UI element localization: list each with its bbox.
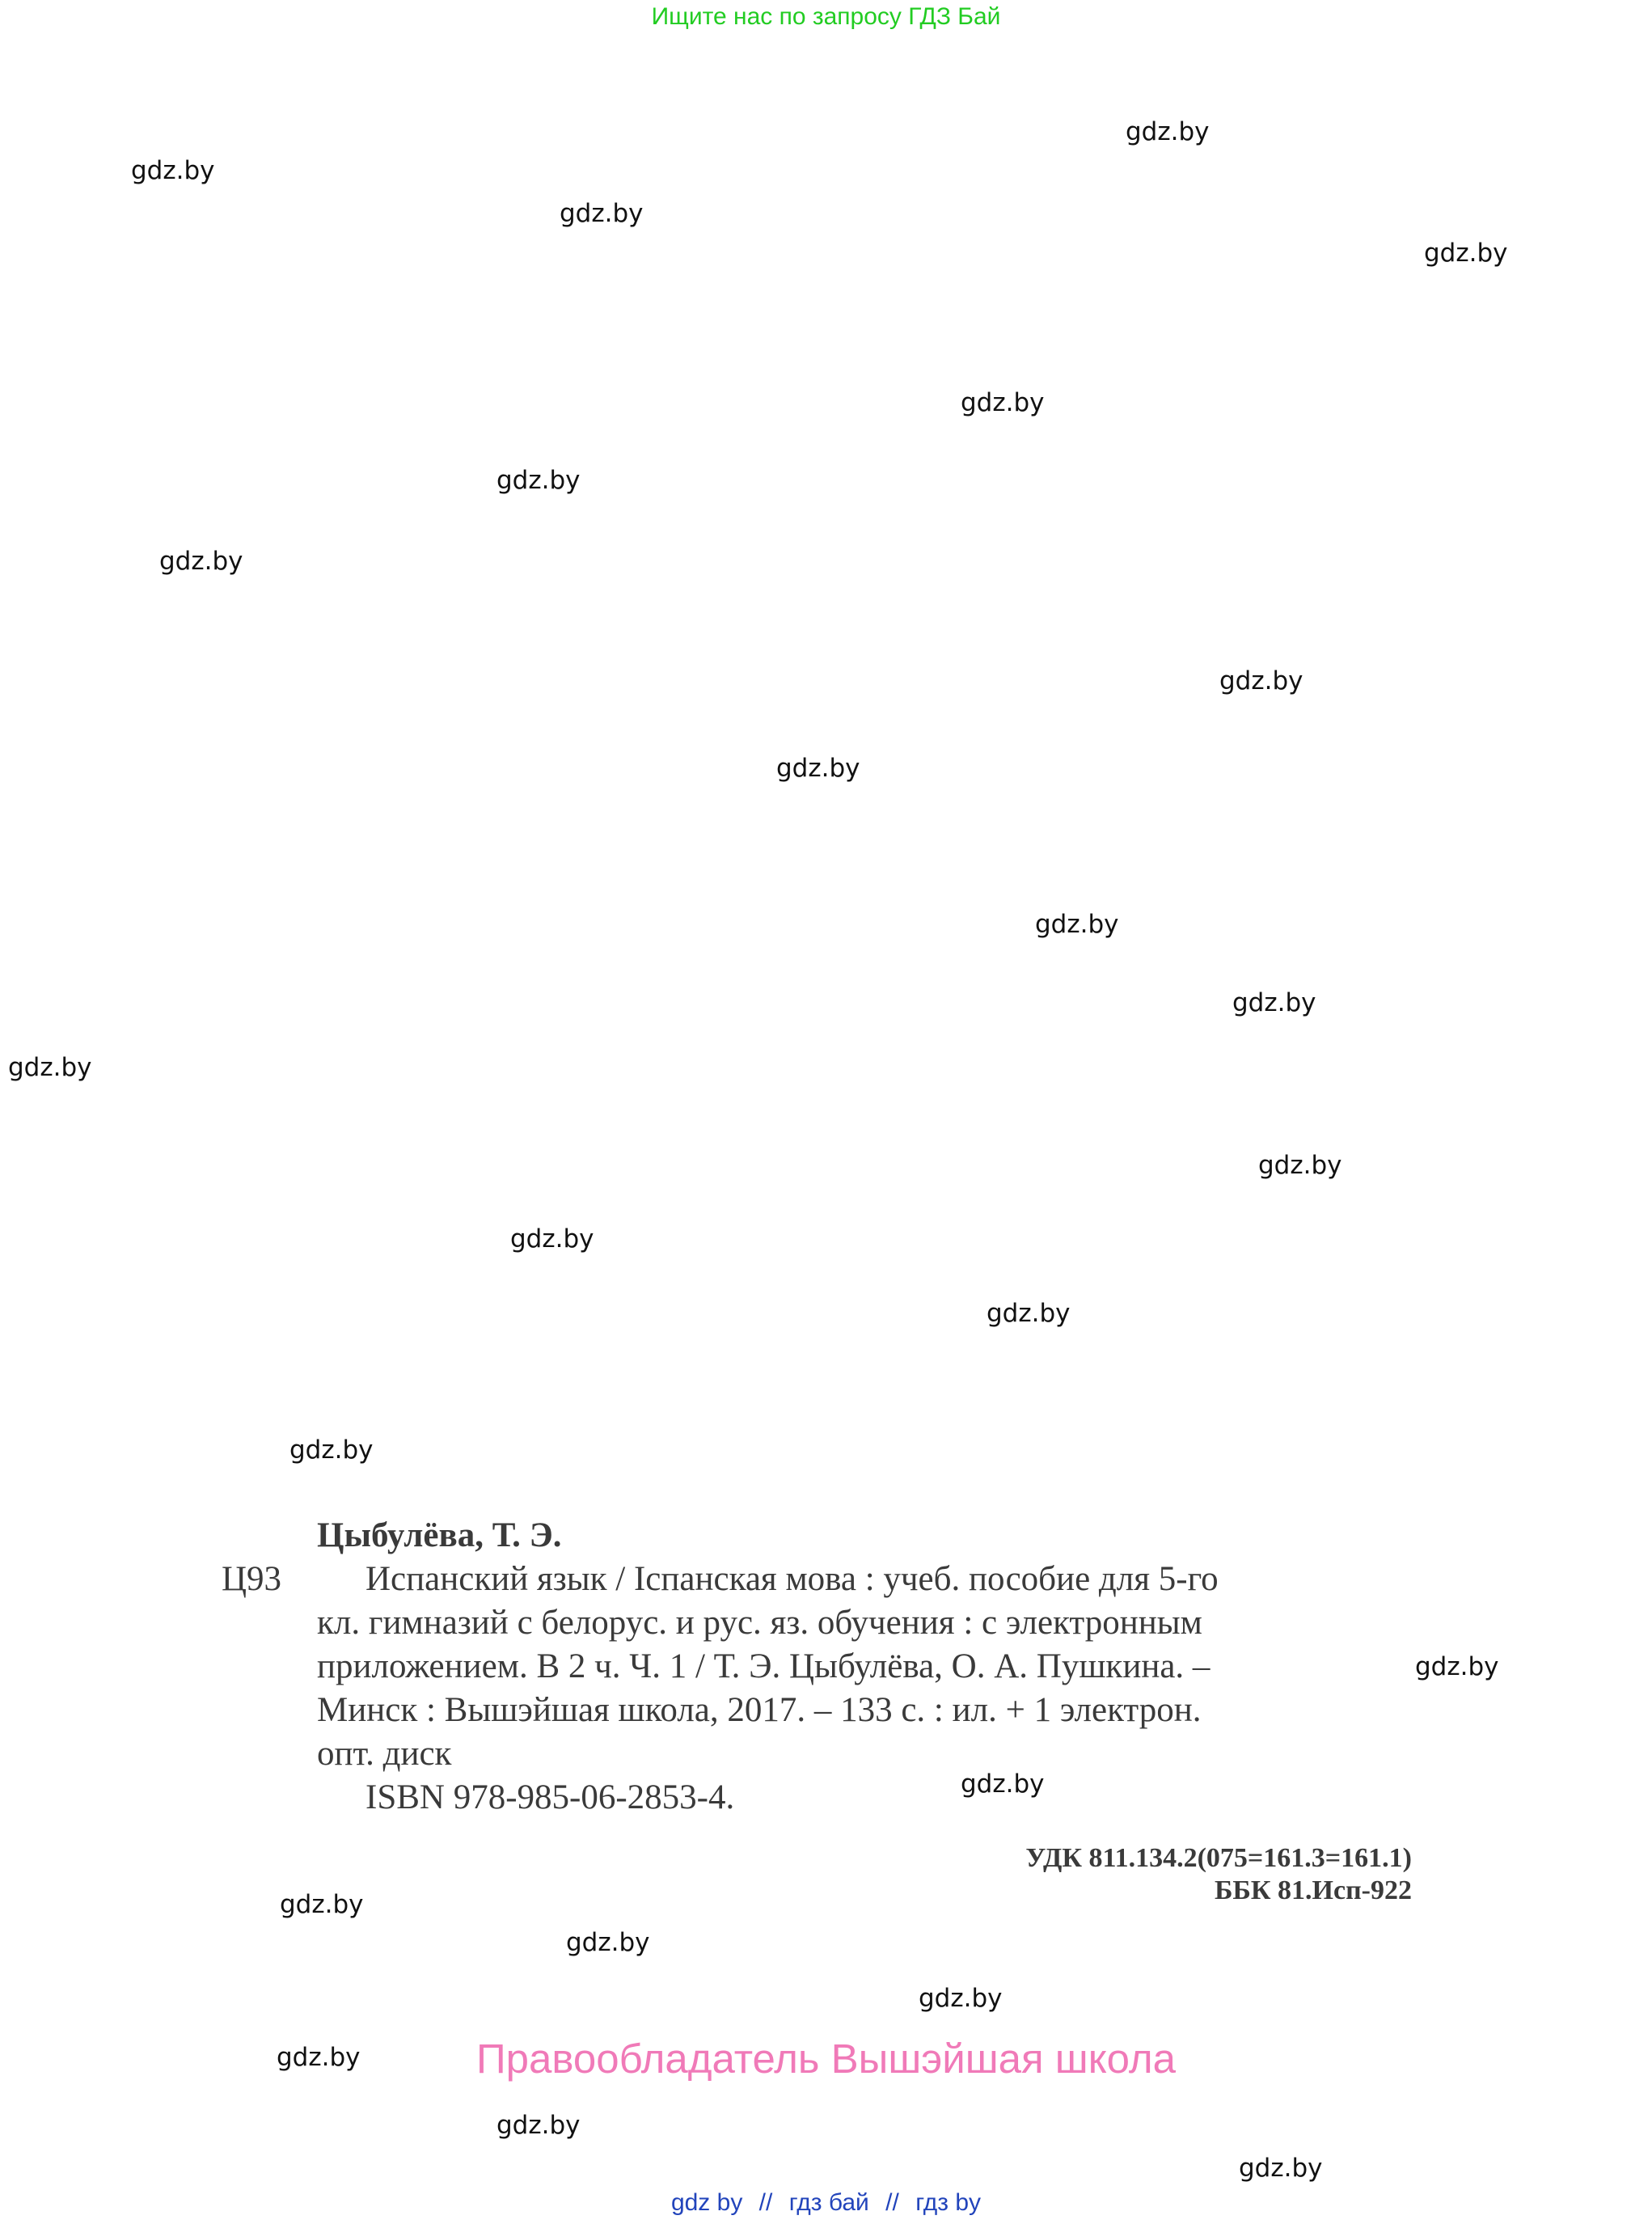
bottom-link-gdz-by-ru[interactable]: гдз by [915,2189,982,2216]
catalog-line: Испанский язык / Іспанская мова : учеб. пособие для 5-го [365,1560,1219,1598]
watermark: gdz.by [1232,988,1316,1017]
watermark: gdz.by [159,547,243,576]
watermark: gdz.by [560,199,644,228]
watermark: gdz.by [1219,666,1303,696]
watermark: gdz.by [510,1224,594,1254]
watermark: gdz.by [987,1299,1071,1328]
watermark: gdz.by [776,754,860,783]
watermark: gdz.by [8,1053,92,1082]
watermark: gdz.by [1035,910,1119,939]
catalog-record [222,1514,1417,1820]
watermark: gdz.by [289,1435,374,1465]
watermark: gdz.by [277,2043,361,2072]
link-separator: // [885,2189,899,2216]
bottom-link-gdz-bai[interactable]: гдз бай [788,2189,869,2216]
classification-codes [1025,1842,1412,1907]
watermark: gdz.by [1415,1652,1499,1681]
watermark: gdz.by [496,2111,581,2140]
catalog-code: Ц93 [222,1560,282,1598]
catalog-author: Цыбулёва, Т. Э. [317,1516,562,1554]
watermark: gdz.by [1424,239,1508,268]
catalog-line: приложением. В 2 ч. Ч. 1 / Т. Э. Цыбулёва, О. А. Пушкина. – [317,1647,1210,1685]
top-banner-link[interactable]: Ищите нас по запросу ГДЗ Бай [651,3,1001,30]
catalog-line: Минск : Вышэйшая школа, 2017. – 133 с. : ил. + 1 электрон. [317,1691,1202,1729]
watermark: gdz.by [496,466,581,495]
catalog-line: опт. диск [317,1735,452,1773]
udk-code: УДК 811.134.2(075=161.3=161.1) [1025,1843,1412,1873]
watermark: gdz.by [280,1890,364,1919]
bottom-links [0,2189,1652,2217]
link-separator: // [758,2189,773,2216]
watermark: gdz.by [131,156,215,185]
watermark: gdz.by [1258,1151,1342,1180]
bottom-link-gdz-by[interactable]: gdz by [670,2189,743,2216]
watermark: gdz.by [1126,117,1210,146]
watermark: gdz.by [961,1769,1045,1799]
watermark: gdz.by [961,388,1045,417]
catalog-isbn: ISBN 978-985-06-2853-4. [365,1778,735,1816]
watermark: gdz.by [919,1984,1003,2013]
rights-holder-notice: Правообладатель Вышэйшая школа [476,2036,1176,2082]
watermark: gdz.by [1239,2154,1323,2183]
watermark: gdz.by [566,1928,650,1957]
bbk-code: ББК 81.Исп-922 [1214,1875,1412,1905]
catalog-line: кл. гимназий с белорус. и рус. яз. обучения : с электронным [317,1604,1202,1642]
